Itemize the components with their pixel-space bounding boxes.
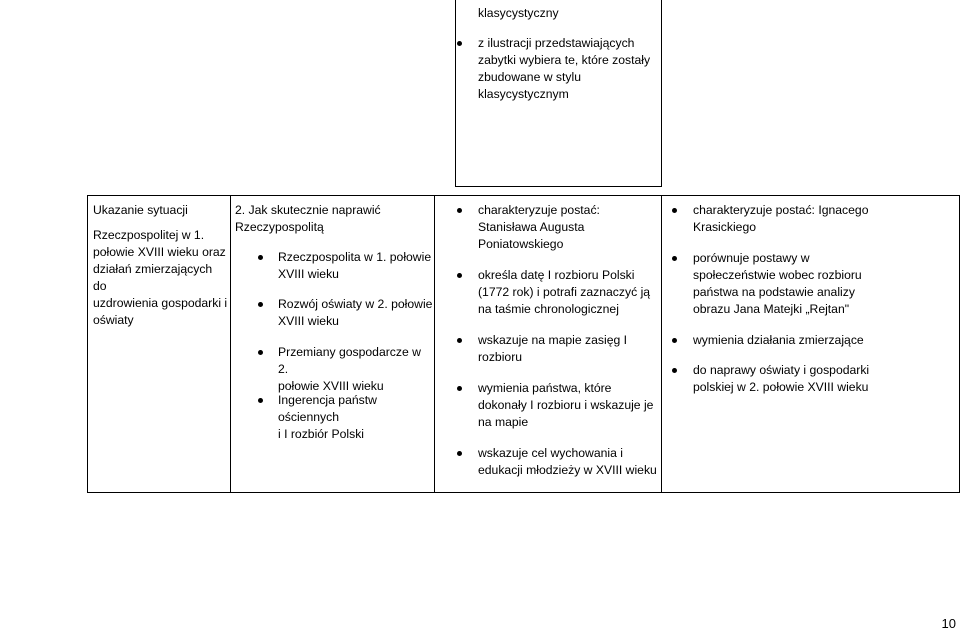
bullet-icon xyxy=(457,208,462,213)
text-line: połowie XVIII wieku xyxy=(278,379,384,393)
top-cell-heading: klasycystyczny xyxy=(478,6,559,20)
text-line: charakteryzuje postać: Ignacego xyxy=(693,203,869,217)
text-line: do naprawy oświaty i gospodarki xyxy=(693,363,870,377)
text-line: zabytki wybiera te, które zostały xyxy=(478,53,651,67)
text-line: z ilustracji przedstawiających xyxy=(478,36,635,50)
text-line: Krasickiego xyxy=(693,220,756,234)
table-border xyxy=(87,195,960,196)
lesson-item xyxy=(278,296,433,330)
text-line: charakteryzuje postać: xyxy=(478,203,600,217)
table-border xyxy=(434,195,435,493)
text-line: na mapie xyxy=(478,415,529,429)
requirement-item xyxy=(478,445,658,479)
text-line: wymienia państwa, które xyxy=(478,381,612,395)
text-line: Rozwój oświaty w 2. połowie xyxy=(278,297,433,311)
requirement-item xyxy=(693,332,955,349)
text-line: połowie XVIII wieku oraz xyxy=(93,245,226,259)
bullet-icon xyxy=(457,41,462,46)
text-line: 2. Jak skutecznie naprawić xyxy=(235,203,381,217)
table-border xyxy=(455,0,456,186)
text-line: rozbioru xyxy=(478,350,523,364)
requirement-item xyxy=(478,267,658,318)
bullet-icon xyxy=(672,338,677,343)
table-border xyxy=(87,492,960,493)
text-line: Ingerencja państw ościennych xyxy=(278,393,377,424)
text-line: oświaty xyxy=(93,313,134,327)
topic-cell xyxy=(93,202,228,329)
bullet-icon xyxy=(457,338,462,343)
text-line: obrazu Jana Matejki „Rejtan" xyxy=(693,302,850,316)
bullet-icon xyxy=(457,273,462,278)
text-line: XVIII wieku xyxy=(278,314,339,328)
requirement-item xyxy=(478,202,658,253)
top-cell-bullet-text xyxy=(478,35,658,103)
requirement-item xyxy=(693,250,955,318)
text-line: klasycystycznym xyxy=(478,87,569,101)
requirement-item xyxy=(693,362,955,396)
text-line: Stanisława Augusta xyxy=(478,220,585,234)
text-line: (1772 rok) i potrafi zaznaczyć ją xyxy=(478,285,651,299)
table-border xyxy=(455,186,662,187)
bullet-icon xyxy=(258,255,263,260)
text-line: i I rozbiór Polski xyxy=(278,427,365,441)
text-line: wymienia działania zmierzające xyxy=(693,333,864,347)
bullet-icon xyxy=(457,451,462,456)
top-cell xyxy=(478,5,658,22)
bullet-icon xyxy=(457,386,462,391)
bullet-icon xyxy=(672,368,677,373)
lesson-item xyxy=(278,392,433,443)
lesson-title xyxy=(235,202,431,236)
text-line: Rzeczpospolita w 1. połowie xyxy=(278,250,432,264)
text-line: określa datę I rozbioru Polski xyxy=(478,268,635,282)
text-line: porównuje postawy w xyxy=(693,251,810,265)
text-line: Przemiany gospodarcze w 2. xyxy=(278,345,421,376)
bullet-icon xyxy=(258,398,263,403)
text-line: zbudowane w stylu xyxy=(478,70,581,84)
text-line: dokonały I rozbioru i wskazuje je xyxy=(478,398,654,412)
text-line: Poniatowskiego xyxy=(478,237,564,251)
text-line: społeczeństwie wobec rozbioru xyxy=(693,268,862,282)
text-line: edukacji młodzieży w XVIII wieku xyxy=(478,463,657,477)
text-line: na taśmie chronologicznej xyxy=(478,302,619,316)
text-line: Rzeczpospolitej w 1. xyxy=(93,228,205,242)
page-number: 10 xyxy=(941,616,956,631)
text-line: państwa na podstawie analizy xyxy=(693,285,855,299)
table-border xyxy=(661,195,662,493)
table-border xyxy=(230,195,231,493)
text-line: XVIII wieku xyxy=(278,267,339,281)
bullet-icon xyxy=(258,350,263,355)
text-line: Ukazanie sytuacji xyxy=(93,203,188,217)
text-line: uzdrowienia gospodarki i xyxy=(93,296,228,310)
requirement-item xyxy=(478,332,658,366)
requirement-item xyxy=(693,202,955,236)
bullet-icon xyxy=(258,302,263,307)
bullet-icon xyxy=(672,208,677,213)
text-line: Rzeczypospolitą xyxy=(235,220,324,234)
text-line: polskiej w 2. połowie XVIII wieku xyxy=(693,380,869,394)
bullet-icon xyxy=(672,256,677,261)
table-border xyxy=(87,195,88,493)
lesson-item xyxy=(278,344,433,395)
requirement-item xyxy=(478,380,658,431)
table-border xyxy=(661,0,662,186)
text-line: wskazuje cel wychowania i xyxy=(478,446,623,460)
text-line: działań zmierzających do xyxy=(93,262,213,293)
text-line: wskazuje na mapie zasięg I xyxy=(478,333,628,347)
lesson-item xyxy=(278,249,433,283)
